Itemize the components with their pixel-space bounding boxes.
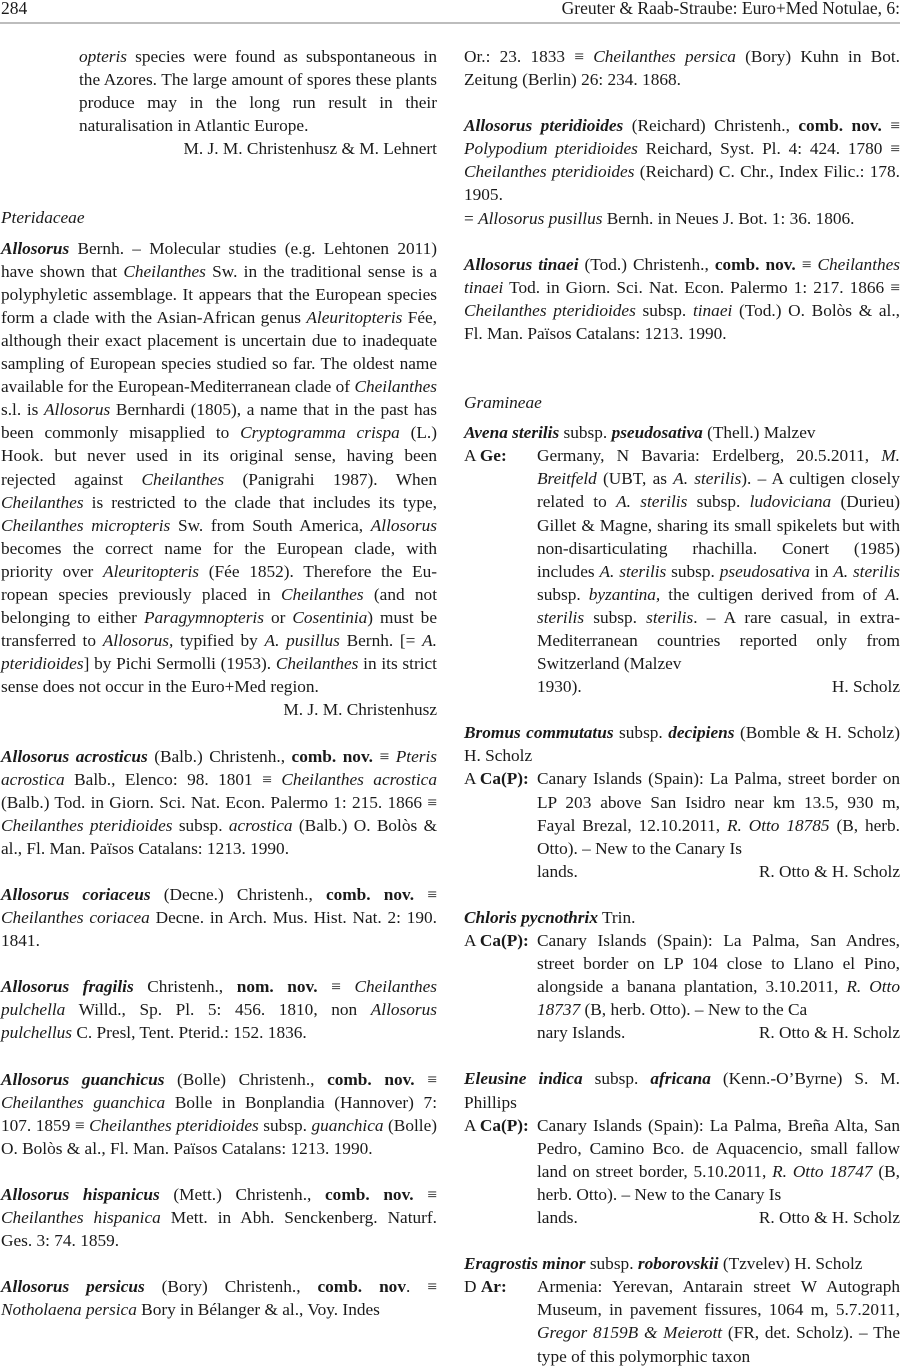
text-run: Polypodium pteridioides xyxy=(464,139,638,159)
text-block xyxy=(537,1021,900,1044)
text-block xyxy=(464,114,900,206)
text-run: (Bolle) Christenh., xyxy=(164,1069,328,1089)
text-block xyxy=(464,721,900,767)
text-run: typified by xyxy=(173,631,265,651)
text-run: (B, herb. Otto). – New to the Ca xyxy=(580,1000,808,1020)
text-run: (B, herb. Otto). – New to the Canary Is xyxy=(537,1161,900,1204)
text-run: ≡ xyxy=(795,254,818,274)
text-run: Cheilanthes xyxy=(123,261,206,281)
text-run: (Kenn.-O’Byrne) S. M. Phillips xyxy=(464,1069,900,1112)
text-run: Trin. xyxy=(597,907,636,927)
text-run: Cheilanthes xyxy=(281,584,364,604)
text-run: Bromus commutatus xyxy=(464,723,614,743)
text-run: nom. nov. xyxy=(236,977,318,997)
text-run: (and not belonging to either xyxy=(1,584,438,628)
text-run: Cheilanthes xyxy=(1,492,84,512)
record-code xyxy=(464,929,537,1044)
text-block xyxy=(1,1275,437,1321)
text-run: Cheilanthes coriacea xyxy=(1,908,150,928)
text-block xyxy=(464,1067,900,1113)
text-run: Cheilanthes tinaei xyxy=(464,254,900,297)
text-run: guanchica xyxy=(311,1115,384,1135)
text-run: Balb., Elenco: 98. 1801 ≡ xyxy=(64,769,282,789)
text-run: subsp. xyxy=(172,815,229,835)
text-run: Bernh. – Molecular studies (e.g. Lehtonen 2011) have shown that xyxy=(1,238,437,281)
text-run: Pteris acrostica xyxy=(1,746,437,789)
text-run: Allosorus hispanicus xyxy=(1,1184,160,1204)
text-run: Cheilanthes acrostica xyxy=(281,769,437,789)
text-run: Bernh. in Neues J. Bot. 1: 36. 1806. xyxy=(602,208,855,228)
text-run: sterilis xyxy=(646,607,694,627)
text-run: Pteridaceae xyxy=(1,208,85,228)
text-run: Allosorus pteridioides xyxy=(464,116,624,136)
text-block xyxy=(464,253,900,345)
text-run: comb. nov. xyxy=(325,885,415,904)
text-run: acrostica xyxy=(228,815,293,835)
author-signature: R. Otto & H. Scholz xyxy=(758,1208,900,1228)
text-run: A. sterilis xyxy=(537,584,900,627)
text-run: africana xyxy=(650,1069,711,1089)
text-run: (Mett.) Christenh., xyxy=(159,1184,326,1204)
text-run: comb. nov. xyxy=(798,116,882,136)
text-block xyxy=(1,975,437,1044)
text-run: (Tzvelev) H. Scholz xyxy=(718,1254,863,1274)
text-block xyxy=(464,45,900,91)
text-block xyxy=(1,883,437,952)
record xyxy=(464,1275,900,1367)
text-block xyxy=(79,45,437,137)
text-run: (Bory) Kuhn in Bot. Zeitung (Berlin) 26: 234. 1868. xyxy=(464,47,900,90)
text-block xyxy=(537,675,900,698)
text-run: lands. xyxy=(537,1208,578,1228)
text-run: Bory in Bélanger & al., Voy. Indes xyxy=(136,1300,380,1320)
entry-allosorus-tinaei xyxy=(464,253,900,345)
text-run: (Tod.) O. Bolòs & al., Fl. Man. Països Catalans: 1213. 1990. xyxy=(464,300,900,343)
text-run: Ca(P): xyxy=(479,931,529,950)
text-run: R. Otto 18785 xyxy=(726,815,830,835)
text-run: (FR, det. Scholz). – The type of this polymorphic taxon xyxy=(537,1323,900,1366)
text-run: byzantina, xyxy=(588,584,661,604)
text-run: opteris xyxy=(79,47,128,66)
entry-allosorus-acrosticus xyxy=(1,745,437,860)
text-run: in its strict sense does not occur in the Euro+Med region. xyxy=(1,654,437,697)
text-run: A xyxy=(464,931,480,950)
text-block xyxy=(537,767,900,882)
text-run: Cheilanthes hispanica xyxy=(1,1208,161,1228)
family-heading-pteridaceae xyxy=(1,206,437,229)
text-run: Notholaena persica xyxy=(1,1300,137,1320)
text-run: A. pteridioides xyxy=(1,631,437,674)
text-run: Ca(P): xyxy=(479,1115,529,1135)
text-run: (Panigrahi 1987). When xyxy=(224,469,437,489)
intro-paragraph xyxy=(1,45,437,160)
text-run: Canary Islands (Spain): La Palma, Breña Alta, San Pedro, Camino Bco. de Aquacencio, small fallow land on street border, 5.10.2011, xyxy=(537,1115,900,1181)
text-run: Allosorus xyxy=(370,515,438,535)
text-run: Cheilanthes guanchica xyxy=(1,1092,166,1112)
genus-note-allosorus xyxy=(1,237,437,722)
text-run: Willd., Sp. Pl. 5: 456. 1810, non xyxy=(65,1000,371,1020)
record-code xyxy=(464,1114,537,1229)
text-run: Aleuritopteris xyxy=(306,307,403,327)
text-run: Cheilanthes pteridioides xyxy=(464,162,635,182)
text-run: comb. nov xyxy=(317,1277,406,1297)
entry-allosorus-guanchicus xyxy=(1,1068,437,1160)
text-block xyxy=(1,1183,437,1252)
text-run: Allosorus persicus xyxy=(1,1277,145,1297)
text-run: Ar: xyxy=(480,1277,507,1297)
entry-eragrostis-minor xyxy=(464,1252,900,1367)
entry-allosorus-persicus-continued xyxy=(464,45,900,91)
text-run: Chloris pycnothrix xyxy=(464,907,598,927)
text-block xyxy=(537,444,900,698)
text-run: ≡ xyxy=(881,116,900,136)
text-run: (Reichard) Christenh., xyxy=(623,116,799,136)
text-run: Avena sterilis xyxy=(464,423,560,443)
entry-allosorus-fragilis xyxy=(1,975,437,1044)
text-run: or xyxy=(263,608,293,628)
text-run: becomes the correct name for the European clade, with priority over xyxy=(1,538,437,581)
text-run: R. Otto 18747 xyxy=(772,1161,873,1181)
text-run: Bernh. [= xyxy=(339,631,423,651)
text-run: Cheilanthes pteridioides xyxy=(1,815,173,835)
family-heading-gramineae xyxy=(464,391,900,414)
text-run: in xyxy=(809,561,834,581)
text-run: Sw. from South America, xyxy=(170,515,371,535)
entry-avena-sterilis xyxy=(464,421,900,698)
text-run: Gramineae xyxy=(464,393,542,413)
text-run: comb. nov. xyxy=(327,1069,415,1089)
entry-chloris-pycnothrix xyxy=(464,906,900,1045)
text-run: Allosorus acrosticus xyxy=(1,746,148,766)
text-run: subsp. xyxy=(537,584,589,604)
running-header xyxy=(0,0,900,24)
text-run: ludoviciana xyxy=(749,492,832,512)
text-run: Eragrostis minor xyxy=(464,1254,586,1274)
text-run: Allosorus, xyxy=(102,631,174,651)
text-run: comb. nov. xyxy=(714,254,796,274)
text-run: A xyxy=(464,1115,480,1135)
text-run: Cheilanthes persica xyxy=(593,47,736,66)
text-run: (Bomble & H. Scholz) H. Scholz xyxy=(464,723,900,766)
text-run: is restricted to the clade that includes its type, xyxy=(83,492,437,512)
text-run: Cheilanthes pulchella xyxy=(1,977,437,1020)
entry-bromus-commutatus xyxy=(464,721,900,883)
text-run: D xyxy=(464,1277,481,1297)
right-column xyxy=(464,45,900,1368)
text-run: . ≡ xyxy=(405,1277,437,1297)
text-run: comb. nov. xyxy=(291,746,373,766)
entry-allosorus-pteridioides xyxy=(464,114,900,229)
text-run: subsp. xyxy=(687,492,750,512)
text-run: subsp. xyxy=(585,1254,638,1274)
text-run: roborovskii xyxy=(637,1254,719,1274)
text-run: A. pusillus xyxy=(264,631,340,651)
text-run: . – A rare casual, in extra-Mediterranean countries reported only from Switzerland (Malzev xyxy=(537,607,900,674)
text-run: Bernhardi (1805), a name that in the past has been commonly misapplied to xyxy=(1,400,438,443)
record xyxy=(464,1114,900,1229)
text-run: s.l. is xyxy=(1,400,44,420)
text-block xyxy=(537,1114,900,1206)
entry-allosorus-coriaceus xyxy=(1,883,437,952)
text-run: subsp. xyxy=(258,1115,312,1135)
text-run: A. sterilis xyxy=(673,469,742,489)
record xyxy=(464,929,900,1044)
text-run: tinaei xyxy=(692,300,733,320)
text-block xyxy=(537,1275,900,1367)
text-run: Allosorus xyxy=(1,238,70,258)
text-run: Allosorus coriaceus xyxy=(1,885,151,904)
text-block xyxy=(1,745,437,860)
text-run: A xyxy=(464,446,480,466)
text-block xyxy=(464,906,900,929)
text-run: Aleuritopteris xyxy=(103,561,200,581)
text-run: ≡ xyxy=(414,885,438,904)
text-run: Bolle in Bonplandia (Hannover) 7: 107. 1859 ≡ xyxy=(1,1092,437,1135)
text-run: decipiens xyxy=(668,723,735,743)
record xyxy=(464,767,900,882)
text-run: subsp. xyxy=(613,723,669,743)
text-run: Decne. in Arch. Mus. Hist. Nat. 2: 190. 1841. xyxy=(1,908,437,951)
text-run: (L.) Hook. but never used in its original sense, having been rejected against xyxy=(1,423,437,489)
entry-eleusine-indica xyxy=(464,1067,900,1229)
text-block xyxy=(537,444,900,675)
text-run: Cheilanthes xyxy=(141,469,225,489)
record-code xyxy=(464,444,537,698)
text-run: 1930). xyxy=(537,677,582,697)
text-run: ≡ xyxy=(372,746,396,766)
text-run: subsp. xyxy=(559,423,612,443)
text-block xyxy=(537,1206,900,1229)
text-run: A xyxy=(464,769,480,789)
text-block xyxy=(537,929,900,1044)
text-block xyxy=(464,421,900,444)
text-run: subsp. xyxy=(582,1069,651,1089)
text-run: (Tod.) Christenh., xyxy=(578,254,715,274)
text-run: subsp. xyxy=(635,300,693,320)
text-run: A. sterilis xyxy=(833,561,900,581)
text-run: Eleusine indica xyxy=(464,1069,583,1089)
text-block xyxy=(1,1068,437,1160)
left-column xyxy=(1,45,437,1368)
running-title: Greuter & Raab-Straube: Euro+Med Notulae, 6: xyxy=(561,0,900,18)
text-run: (Decne.) Christenh., xyxy=(150,885,326,904)
entry-allosorus-hispanicus xyxy=(1,1183,437,1252)
record xyxy=(464,444,900,698)
text-run: comb. nov. xyxy=(325,1184,414,1204)
author-signature: R. Otto & H. Scholz xyxy=(758,861,900,881)
text-run: Germany, N Bavaria: Erdelberg, 20.5.2011, xyxy=(537,446,882,466)
text-run: (Reichard) C. Chr., Index Filic.: 178. 1905. xyxy=(464,162,900,205)
text-run: Cheilanthes pteridioides xyxy=(464,300,636,320)
page-number: 284 xyxy=(1,0,28,18)
text-run: M. Breitfeld xyxy=(537,446,900,489)
text-run: Ge: xyxy=(479,446,507,466)
author-signature: H. Scholz xyxy=(831,677,900,697)
text-run: Allosorus tinaei xyxy=(464,254,579,274)
text-run: (Balb.) Christenh., xyxy=(147,746,292,766)
text-run: Or.: 23. 1833 ≡ xyxy=(464,47,594,66)
author-signature: R. Otto & H. Scholz xyxy=(758,1023,900,1043)
text-run: Allosorus fragilis xyxy=(1,977,134,997)
two-column-body xyxy=(0,24,900,1368)
entry-allosorus-persicus xyxy=(1,1275,437,1321)
author-signature: M. J. M. Christenhusz xyxy=(283,700,437,720)
text-run: (Balb.) Tod. in Giorn. Sci. Nat. Econ. Palermo 1: 215. 1866 ≡ xyxy=(1,792,437,812)
text-run: ) must be transferred to xyxy=(1,608,437,651)
text-run: = xyxy=(464,208,479,228)
text-run: Cosentinia xyxy=(292,608,368,628)
text-run: Christenh., xyxy=(133,977,237,997)
text-run: (Fée 1852). Therefore the European species previously placed in xyxy=(1,561,437,604)
text-run: nary Islands. xyxy=(537,1023,626,1043)
text-run: lands. xyxy=(537,861,578,881)
text-run: Cheilanthes micropteris xyxy=(1,515,171,535)
text-run: Mett. in Abh. Senckenberg. Naturf. Ges. 3: 74. 1859. xyxy=(1,1208,437,1251)
text-run: Cheilanthes xyxy=(275,654,359,674)
text-run: Allosorus guanchicus xyxy=(1,1069,165,1089)
text-run: subsp. xyxy=(584,607,647,627)
text-block xyxy=(537,1275,900,1367)
text-run: subsp. xyxy=(666,561,720,581)
text-run: A. sterilis xyxy=(616,492,688,512)
text-block xyxy=(537,860,900,883)
text-run: ≡ xyxy=(413,1184,437,1204)
text-run: (Bolle) O. Bolòs & al., Fl. Man. Països Catalans: 1213. 1990. xyxy=(1,1115,437,1158)
text-run: Cheilanthes xyxy=(354,377,437,397)
text-run: pseudosativa xyxy=(719,561,810,581)
text-run: Canary Islands (Spain): La Palma, street border on LP 203 above San Isidro near km 13.5, 930 m, Fayal Brezal, 12.10.2011, xyxy=(537,769,900,835)
text-run: C. Presl, Tent. Pterid.: 152. 1836. xyxy=(72,1023,307,1043)
text-run: pseudosativa xyxy=(611,423,703,443)
text-run: Canary Islands (Spain): La Palma, San Andres, street border on LP 104 close to Llano el Pino, alongside a banana plantation, 3.10.2011, xyxy=(537,931,900,997)
text-block xyxy=(537,929,900,1021)
text-run: Ca(P): xyxy=(479,769,529,789)
text-run: (Balb.) O. Bolòs & al., Fl. Man. Països Catalans: 1213. 1990. xyxy=(1,815,438,858)
text-run: (B, herb. Otto). – New to the Canary Is xyxy=(537,815,900,858)
text-run: (UBT, as xyxy=(596,469,674,489)
author-signature: M. J. M. Christenhusz & M. Lehnert xyxy=(183,139,437,159)
text-run: Allosorus pusillus xyxy=(478,208,603,228)
text-run: ≡ xyxy=(414,1069,437,1089)
text-run: Gregor 8159B & Meierott xyxy=(537,1323,723,1343)
text-run: Cheilanthes pteridioides xyxy=(89,1115,259,1135)
text-run: species were found as subspontaneous in the Azores. The large amount of spores these plants produce may in the long run result in their naturalisation in Atlantic Europe. xyxy=(79,47,437,136)
text-run: (Bory) Christenh., xyxy=(144,1277,318,1297)
text-run: Cryptogramma crispa xyxy=(240,423,400,443)
text-run: ≡ xyxy=(317,977,355,997)
text-run: R. Otto 18737 xyxy=(537,977,900,1020)
text-run: Paragymnopteris xyxy=(143,608,264,628)
text-block xyxy=(464,1252,900,1275)
text-run: Reichard, Syst. Pl. 4: 424. 1780 ≡ xyxy=(637,139,900,159)
synonym-line xyxy=(464,207,900,230)
text-block xyxy=(1,237,437,699)
text-run: Allosorus pulchellus xyxy=(1,1000,437,1043)
text-block xyxy=(537,1114,900,1229)
text-run: (Durieu) Gillet & Magne, sharing its small spikelets but with non-disarticulating rhachilla. Conert (1985) includes xyxy=(537,492,900,581)
text-run: Tod. in Giorn. Sci. Nat. Econ. Palermo 1: 217. 1866 ≡ xyxy=(503,277,900,297)
text-run: ] by Pichi Sermolli (1953). xyxy=(83,654,276,674)
text-run: Allosorus xyxy=(44,400,111,420)
text-run: ). – A cultigen closely related to xyxy=(537,469,900,512)
text-run: the cultigen derived from of xyxy=(660,584,886,604)
text-block xyxy=(537,767,900,859)
text-run: Armenia: Yerevan, Antarain street W Autograph Museum, in pavement fissures, 1064 m, 5.7.2011, xyxy=(537,1277,900,1320)
text-run: A. sterilis xyxy=(599,561,667,581)
record-code xyxy=(464,1275,537,1367)
text-run: Fée, although their exact placement is uncertain due to inadequate sampling of European species studied so far. The oldest name available for the European-Mediterranean clade of xyxy=(1,307,438,397)
text-run: Sw. in the traditional sense is a polyphyletic assemblage. It appears that the European species form a clade with the Asian-African genus xyxy=(1,261,437,327)
text-run: (Thell.) Malzev xyxy=(702,423,816,443)
record-code xyxy=(464,767,537,882)
